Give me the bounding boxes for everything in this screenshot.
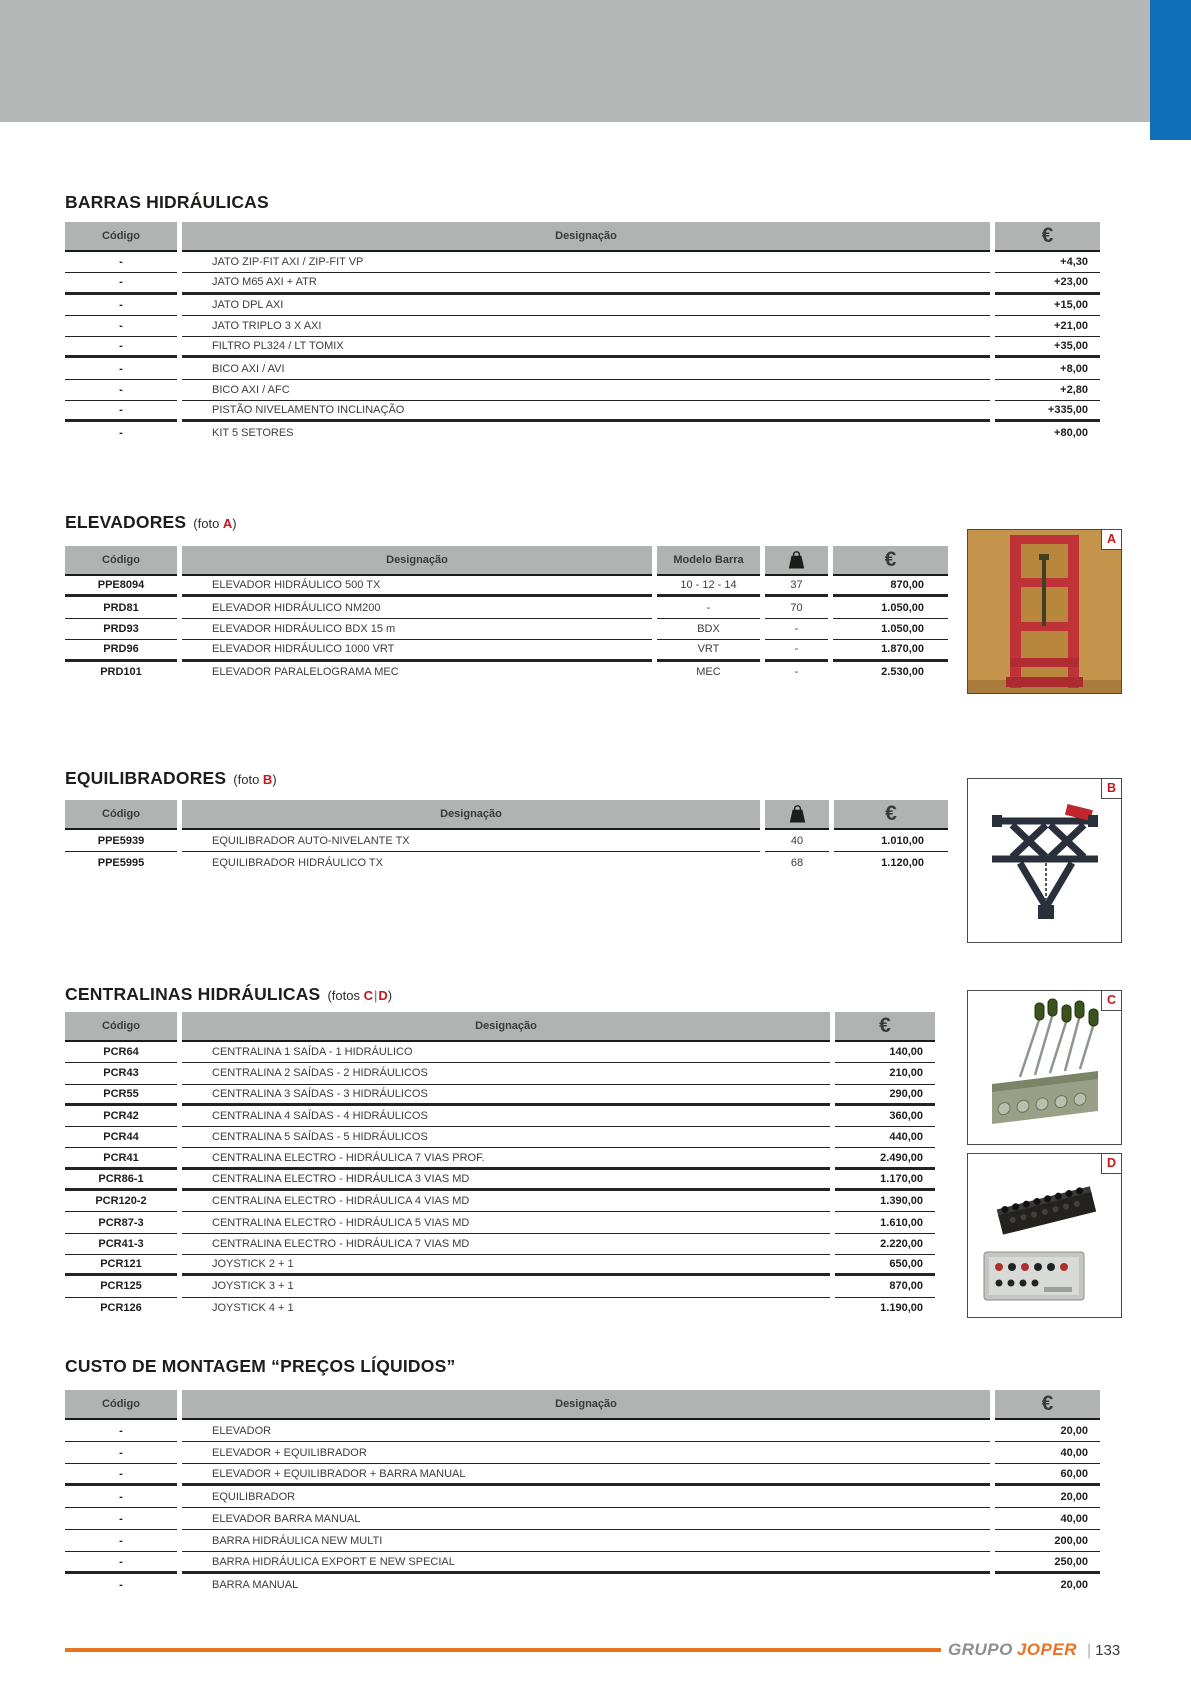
table-header-row [65, 222, 1100, 252]
price-cell: +80,00 [995, 422, 1100, 443]
price-cell: 1.870,00 [833, 640, 948, 661]
table-row [65, 1127, 935, 1148]
euro-column-header: € [833, 546, 948, 576]
table-row [65, 273, 1100, 294]
table-row [65, 1276, 935, 1297]
code-cell: PRD81 [65, 597, 177, 618]
price-cell: 650,00 [835, 1255, 935, 1276]
table-row [65, 1442, 1100, 1464]
blue-corner-tab [1150, 0, 1191, 140]
designation-cell: BARRA HIDRÁULICA EXPORT E NEW SPECIAL [182, 1552, 990, 1574]
photo-label-b: B [1101, 778, 1122, 799]
price-cell: 60,00 [995, 1464, 1100, 1486]
price-cell: 1.120,00 [834, 852, 948, 874]
designation-cell: ELEVADOR BARRA MANUAL [182, 1508, 990, 1530]
designation-cell: KIT 5 SETORES [182, 422, 990, 443]
subtitle-separator: | [373, 988, 378, 1003]
section-subtitle-centralinas [327, 988, 392, 1003]
designation-column-header: Designação [182, 546, 652, 576]
photo-reference-letter: A [222, 516, 233, 531]
table-row [65, 830, 948, 852]
capacity-cell: - [765, 640, 828, 661]
weight-column-header [765, 800, 829, 830]
brand-joper: JOPER [1016, 1640, 1077, 1659]
subtitle-prefix: (fotos [327, 988, 364, 1003]
table-row [65, 1085, 935, 1106]
table-row [65, 640, 948, 661]
table-row [65, 1508, 1100, 1530]
code-cell: PPE8094 [65, 576, 177, 597]
designation-cell: FILTRO PL324 / LT TOMIX [182, 337, 990, 358]
euro-column-header: € [995, 222, 1100, 252]
capacity-cell: - [765, 619, 828, 640]
price-cell: 2.220,00 [835, 1234, 935, 1255]
table-row [65, 1170, 935, 1191]
subtitle-suffix: ) [232, 516, 237, 531]
designation-cell: EQUILIBRADOR AUTO-NIVELANTE TX [182, 830, 760, 852]
designation-cell: ELEVADOR HIDRÁULICO 500 TX [182, 576, 652, 597]
code-cell: PRD93 [65, 619, 177, 640]
barra-model-cell: BDX [657, 619, 760, 640]
capacity-cell: 68 [765, 852, 829, 874]
capacity-cell: 37 [765, 576, 828, 597]
capacity-cell: 70 [765, 597, 828, 618]
code-cell: - [65, 401, 177, 422]
footer-brand [948, 1640, 1120, 1660]
photo-equalizer-frame [967, 778, 1122, 943]
code-cell: PCR41 [65, 1148, 177, 1169]
price-cell: +35,00 [995, 337, 1100, 358]
designation-cell: BARRA MANUAL [182, 1574, 990, 1596]
code-cell: - [65, 1508, 177, 1530]
table-row [65, 1106, 935, 1127]
designation-cell: ELEVADOR PARALELOGRAMA MEC [182, 662, 652, 683]
price-cell: 1.190,00 [835, 1298, 935, 1319]
table-row [65, 1552, 1100, 1574]
table-row [65, 619, 948, 640]
photo-reference-letter: D [378, 988, 388, 1003]
table-row [65, 1530, 1100, 1552]
hydraulic-elevator-image [968, 530, 1121, 693]
designation-cell: EQUILIBRADOR HIDRÁULICO TX [182, 852, 760, 874]
price-cell: 20,00 [995, 1420, 1100, 1442]
barra-model-cell: VRT [657, 640, 760, 661]
table-row [65, 422, 1100, 443]
designation-cell: BICO AXI / AVI [182, 358, 990, 379]
subtitle-suffix: ) [387, 988, 393, 1003]
price-cell: 20,00 [995, 1574, 1100, 1596]
euro-column-header: € [834, 800, 948, 830]
table-row [65, 852, 948, 874]
code-cell: PPE5995 [65, 852, 177, 874]
table-row [65, 1298, 935, 1319]
code-cell: PCR86-1 [65, 1170, 177, 1191]
code-cell: - [65, 337, 177, 358]
price-table-elevadores [60, 546, 953, 683]
table-header-row [65, 1390, 1100, 1420]
designation-cell: JOYSTICK 2 + 1 [182, 1255, 830, 1276]
designation-cell: ELEVADOR HIDRÁULICO 1000 VRT [182, 640, 652, 661]
price-cell: 20,00 [995, 1486, 1100, 1508]
code-cell: - [65, 380, 177, 401]
code-cell: PCR64 [65, 1042, 177, 1063]
code-column-header: Código [65, 222, 177, 252]
code-cell: PCR43 [65, 1063, 177, 1084]
table-row [65, 1148, 935, 1169]
section-title-centralinas: CENTRALINAS HIDRÁULICAS [65, 984, 321, 1004]
table-row [65, 576, 948, 597]
price-cell: 870,00 [833, 576, 948, 597]
price-cell: 1.050,00 [833, 619, 948, 640]
designation-cell: JOYSTICK 4 + 1 [182, 1298, 830, 1319]
table-row [65, 316, 1100, 337]
code-cell: - [65, 1574, 177, 1596]
table-row [65, 380, 1100, 401]
table-row [65, 1255, 935, 1276]
subtitle-suffix: ) [272, 772, 277, 787]
capacity-cell: 40 [765, 830, 829, 852]
designation-column-header: Designação [182, 1390, 990, 1420]
designation-cell: CENTRALINA 2 SAÍDAS - 2 HIDRÁULICOS [182, 1063, 830, 1084]
designation-cell: CENTRALINA ELECTRO - HIDRÁULICA 5 VIAS MD [182, 1212, 830, 1233]
footer-rule [65, 1648, 941, 1652]
designation-column-header: Designação [182, 1012, 830, 1042]
photo-hydraulic-elevator [967, 529, 1122, 694]
code-cell: - [65, 316, 177, 337]
price-cell: +2,80 [995, 380, 1100, 401]
weight-icon [786, 804, 809, 824]
section-elevadores [65, 512, 237, 533]
barra-model-column-header: Modelo Barra [657, 546, 760, 576]
code-cell: PCR121 [65, 1255, 177, 1276]
price-cell: 1.610,00 [835, 1212, 935, 1233]
section-subtitle-equilibradores [233, 772, 276, 787]
table-row [65, 1486, 1100, 1508]
code-cell: - [65, 252, 177, 273]
photo-reference-letter: C [363, 988, 373, 1003]
designation-cell: JATO DPL AXI [182, 295, 990, 316]
designation-cell: CENTRALINA 3 SAÍDAS - 3 HIDRÁULICOS [182, 1085, 830, 1106]
table-row [65, 1212, 935, 1233]
designation-cell: ELEVADOR [182, 1420, 990, 1442]
code-cell: PCR125 [65, 1276, 177, 1297]
code-cell: PCR120-2 [65, 1191, 177, 1212]
designation-cell: PISTÃO NIVELAMENTO INCLINAÇÃO [182, 401, 990, 422]
code-cell: - [65, 1486, 177, 1508]
designation-cell: JATO M65 AXI + ATR [182, 273, 990, 294]
price-cell: +23,00 [995, 273, 1100, 294]
section-custo [65, 1356, 455, 1377]
table-row [65, 1420, 1100, 1442]
price-cell: 870,00 [835, 1276, 935, 1297]
table-row [65, 1191, 935, 1212]
price-cell: 440,00 [835, 1127, 935, 1148]
designation-cell: JOYSTICK 3 + 1 [182, 1276, 830, 1297]
designation-cell: ELEVADOR HIDRÁULICO BDX 15 m [182, 619, 652, 640]
price-cell: 290,00 [835, 1085, 935, 1106]
code-cell: - [65, 273, 177, 294]
designation-cell: CENTRALINA 4 SAÍDAS - 4 HIDRÁULICOS [182, 1106, 830, 1127]
hydraulic-valve-bank-image [968, 991, 1121, 1144]
code-cell: - [65, 358, 177, 379]
designation-cell: CENTRALINA ELECTRO - HIDRÁULICA 4 VIAS MD [182, 1191, 830, 1212]
table-row [65, 1464, 1100, 1486]
table-row [65, 662, 948, 683]
designation-cell: CENTRALINA ELECTRO - HIDRÁULICA 7 VIAS MD [182, 1234, 830, 1255]
code-cell: PCR126 [65, 1298, 177, 1319]
price-cell: +8,00 [995, 358, 1100, 379]
designation-cell: ELEVADOR HIDRÁULICO NM200 [182, 597, 652, 618]
designation-cell: BICO AXI / AFC [182, 380, 990, 401]
table-host-equilibradores [60, 800, 953, 874]
page-number: 133 [1095, 1642, 1121, 1659]
section-barras [65, 192, 269, 213]
designation-cell: CENTRALINA 5 SAÍDAS - 5 HIDRÁULICOS [182, 1127, 830, 1148]
price-cell: 40,00 [995, 1508, 1100, 1530]
designation-cell: BARRA HIDRÁULICA NEW MULTI [182, 1530, 990, 1552]
table-row [65, 337, 1100, 358]
code-column-header: Código [65, 546, 177, 576]
table-row [65, 1042, 935, 1063]
price-table-barras [60, 222, 1105, 444]
code-cell: - [65, 295, 177, 316]
page-number-separator: | [1086, 1642, 1092, 1659]
code-column-header: Código [65, 800, 177, 830]
section-centralinas [65, 984, 392, 1005]
weight-icon [785, 550, 808, 570]
euro-column-header: € [835, 1012, 935, 1042]
price-cell: 250,00 [995, 1552, 1100, 1574]
capacity-cell: - [765, 662, 828, 683]
table-row [65, 1574, 1100, 1596]
equalizer-frame-image [968, 779, 1121, 942]
subtitle-prefix: (foto [193, 516, 223, 531]
code-cell: - [65, 422, 177, 443]
table-header-row [65, 1012, 935, 1042]
price-cell: 1.010,00 [834, 830, 948, 852]
barra-model-cell: 10 - 12 - 14 [657, 576, 760, 597]
photo-reference-letter: B [262, 772, 273, 787]
photo-electro-hydraulic-control-unit [967, 1153, 1122, 1318]
photo-label-d: D [1101, 1153, 1122, 1174]
section-title-elevadores: ELEVADORES [65, 512, 187, 532]
photo-hydraulic-valve-bank [967, 990, 1122, 1145]
code-cell: PCR41-3 [65, 1234, 177, 1255]
top-band [0, 0, 1191, 122]
designation-cell: CENTRALINA ELECTRO - HIDRÁULICA 7 VIAS PROF. [182, 1148, 830, 1169]
price-cell: +21,00 [995, 316, 1100, 337]
section-subtitle-elevadores [193, 516, 236, 531]
designation-column-header: Designação [182, 800, 760, 830]
table-host-custo [60, 1390, 1105, 1596]
photo-label-c: C [1101, 990, 1122, 1011]
price-cell: 200,00 [995, 1530, 1100, 1552]
price-cell: 360,00 [835, 1106, 935, 1127]
code-cell: - [65, 1420, 177, 1442]
price-table-custo [60, 1390, 1105, 1596]
code-cell: - [65, 1442, 177, 1464]
table-row [65, 401, 1100, 422]
euro-column-header: € [995, 1390, 1100, 1420]
code-cell: PCR55 [65, 1085, 177, 1106]
designation-cell: JATO ZIP-FIT AXI / ZIP-FIT VP [182, 252, 990, 273]
electro-hydraulic-control-unit-image [968, 1154, 1121, 1317]
subtitle-prefix: (foto [233, 772, 263, 787]
barra-model-cell: - [657, 597, 760, 618]
section-equilibradores [65, 768, 277, 789]
table-row [65, 358, 1100, 379]
price-cell: 1.050,00 [833, 597, 948, 618]
table-header-row [65, 546, 948, 576]
table-host-elevadores [60, 546, 953, 683]
price-cell: 210,00 [835, 1063, 935, 1084]
designation-cell: ELEVADOR + EQUILIBRADOR [182, 1442, 990, 1464]
table-row [65, 597, 948, 618]
code-cell: PPE5939 [65, 830, 177, 852]
price-cell: 1.170,00 [835, 1170, 935, 1191]
price-cell: +335,00 [995, 401, 1100, 422]
section-title-equilibradores: EQUILIBRADORES [65, 768, 227, 788]
code-cell: PRD101 [65, 662, 177, 683]
price-table-equilibradores [60, 800, 953, 874]
price-cell: +4,30 [995, 252, 1100, 273]
designation-cell: ELEVADOR + EQUILIBRADOR + BARRA MANUAL [182, 1464, 990, 1486]
designation-cell: EQUILIBRADOR [182, 1486, 990, 1508]
code-column-header: Código [65, 1012, 177, 1042]
designation-column-header: Designação [182, 222, 990, 252]
designation-cell: CENTRALINA ELECTRO - HIDRÁULICA 3 VIAS MD [182, 1170, 830, 1191]
brand-grupo: GRUPO [948, 1640, 1013, 1659]
price-cell: 1.390,00 [835, 1191, 935, 1212]
price-cell: 140,00 [835, 1042, 935, 1063]
price-cell: 2.530,00 [833, 662, 948, 683]
code-column-header: Código [65, 1390, 177, 1420]
code-cell: PCR87-3 [65, 1212, 177, 1233]
table-header-row [65, 800, 948, 830]
code-cell: PCR44 [65, 1127, 177, 1148]
section-title-custo: CUSTO DE MONTAGEM “PREÇOS LÍQUIDOS” [65, 1356, 456, 1376]
code-cell: - [65, 1530, 177, 1552]
table-host-barras [60, 222, 1105, 444]
code-cell: - [65, 1464, 177, 1486]
designation-cell: CENTRALINA 1 SAÍDA - 1 HIDRÁULICO [182, 1042, 830, 1063]
code-cell: PRD96 [65, 640, 177, 661]
table-row [65, 295, 1100, 316]
table-row [65, 1063, 935, 1084]
price-cell: 40,00 [995, 1442, 1100, 1464]
price-cell: 2.490,00 [835, 1148, 935, 1169]
code-cell: PCR42 [65, 1106, 177, 1127]
section-title-barras: BARRAS HIDRÁULICAS [65, 192, 269, 212]
price-cell: +15,00 [995, 295, 1100, 316]
weight-column-header [765, 546, 828, 576]
photo-label-a: A [1101, 529, 1122, 550]
designation-cell: JATO TRIPLO 3 X AXI [182, 316, 990, 337]
table-row [65, 252, 1100, 273]
barra-model-cell: MEC [657, 662, 760, 683]
table-row [65, 1234, 935, 1255]
price-table-centralinas [60, 1012, 940, 1319]
table-host-centralinas [60, 1012, 940, 1319]
code-cell: - [65, 1552, 177, 1574]
